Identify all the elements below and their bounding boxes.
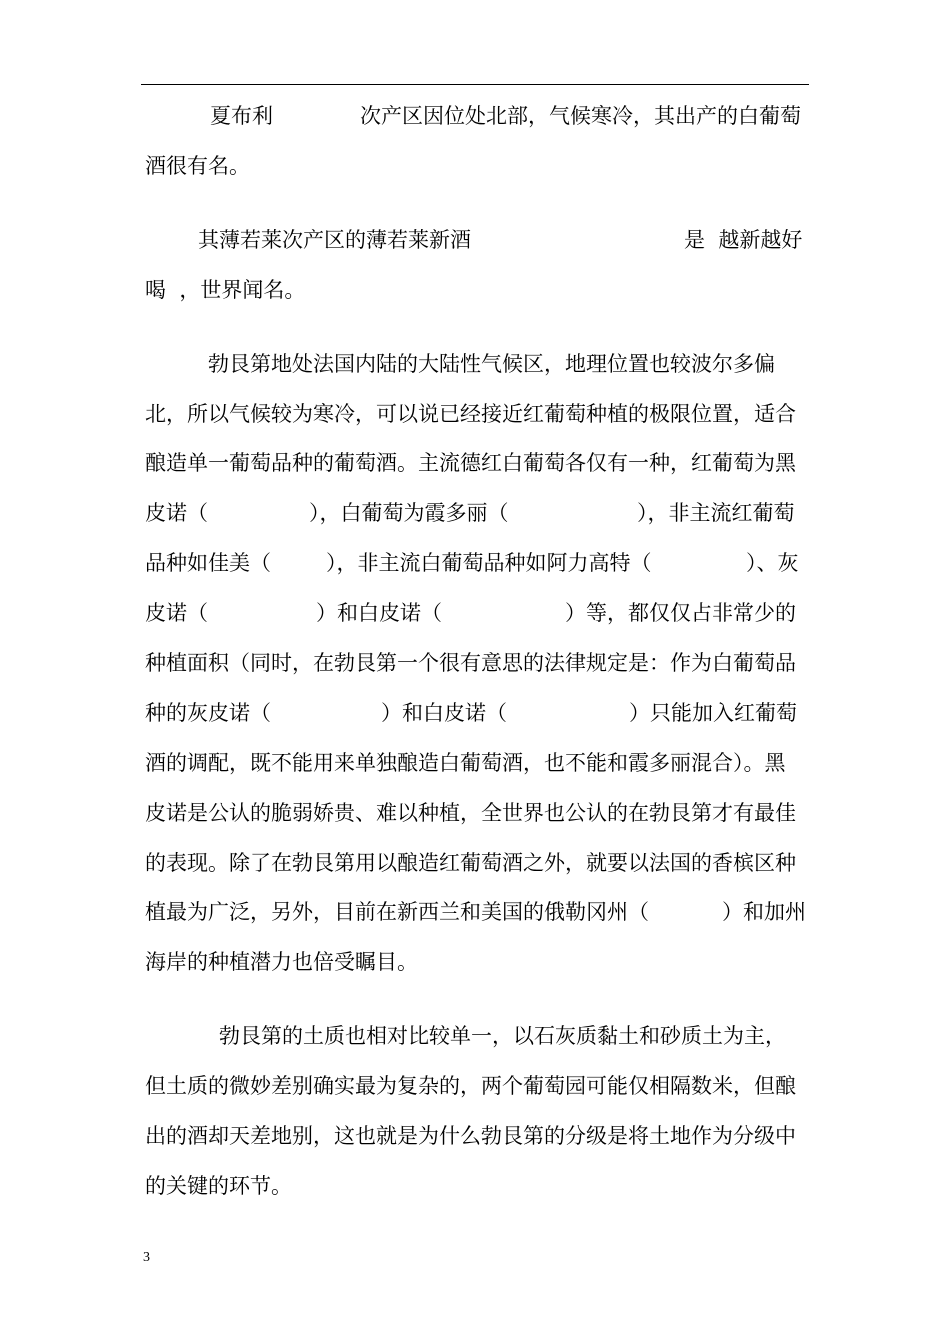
text-line: 是 越新越好 <box>684 228 803 252</box>
text-line: 但土质的微妙差别确实最为复杂的，两个葡萄园可能仅相隔数米，但酿 <box>145 1074 796 1098</box>
text-line: ），非主流红葡萄 <box>637 501 795 525</box>
text-line: 北，所以气候较为寒冷，可以说已经接近红葡萄种植的极限位置，适合 <box>145 402 796 426</box>
text-line: 种植面积（同时，在勃艮第一个很有意思的法律规定是：作为白葡萄品 <box>145 651 796 675</box>
text-line: 品种如佳美（ <box>145 551 271 575</box>
header-rule <box>141 84 809 85</box>
text-line: ）和白皮诺（ <box>381 701 507 725</box>
text-line: 皮诺（ <box>145 601 208 625</box>
text-line: 酒的调配，既不能用来单独酿造白葡萄酒，也不能和霞多丽混合）。黑 <box>145 751 786 775</box>
text-line: ）只能加入红葡萄 <box>629 701 797 725</box>
text-line: 海岸的种植潜力也倍受瞩目。 <box>145 950 418 974</box>
text-line: 勃艮第的土质也相对比较单一，以石灰质黏土和砂质土为主， <box>219 1024 786 1048</box>
text-line: 勃艮第地处法国内陆的大陆性气候区，地理位置也较波尔多偏 <box>208 352 775 376</box>
text-line: 皮诺（ <box>145 501 208 525</box>
text-line: 的表现。除了在勃艮第用以酿造红葡萄酒之外，就要以法国的香槟区种 <box>145 851 796 875</box>
text-line: ）和白皮诺（ <box>316 601 442 625</box>
text-line: 次产区因位处北部，气候寒冷，其出产的白葡萄 <box>360 104 801 128</box>
text-line: 出的酒却天差地别，这也就是为什么勃艮第的分级是将土地作为分级中 <box>145 1124 796 1148</box>
text-line: 植最为广泛，另外，目前在新西兰和美国的俄勒冈州（ <box>145 900 649 924</box>
text-line: ），白葡萄为霞多丽（ <box>309 501 509 525</box>
text-line: 的关键的环节。 <box>145 1174 292 1198</box>
page-number: 3 <box>143 1250 150 1265</box>
text-line: 种的灰皮诺（ <box>145 701 271 725</box>
text-line: 其薄若莱次产区的薄若莱新酒 <box>198 228 471 252</box>
text-line: ），非主流白葡萄品种如阿力高特（ <box>326 551 652 575</box>
text-line: ）和加州 <box>722 900 806 924</box>
text-line: ）等，都仅仅占非常少的 <box>565 601 796 625</box>
text-line: 皮诺是公认的脆弱娇贵、难以种植，全世界也公认的在勃艮第才有最佳 <box>145 801 796 825</box>
text-line: 夏布利 <box>210 104 273 128</box>
text-line: ）、灰 <box>746 551 799 575</box>
text-line: 酿造单一葡萄品种的葡萄酒。主流德红白葡萄各仅有一种，红葡萄为黑 <box>145 451 796 475</box>
text-line: 酒很有名。 <box>145 154 250 178</box>
text-line: 喝 ，世界闻名。 <box>145 278 306 302</box>
